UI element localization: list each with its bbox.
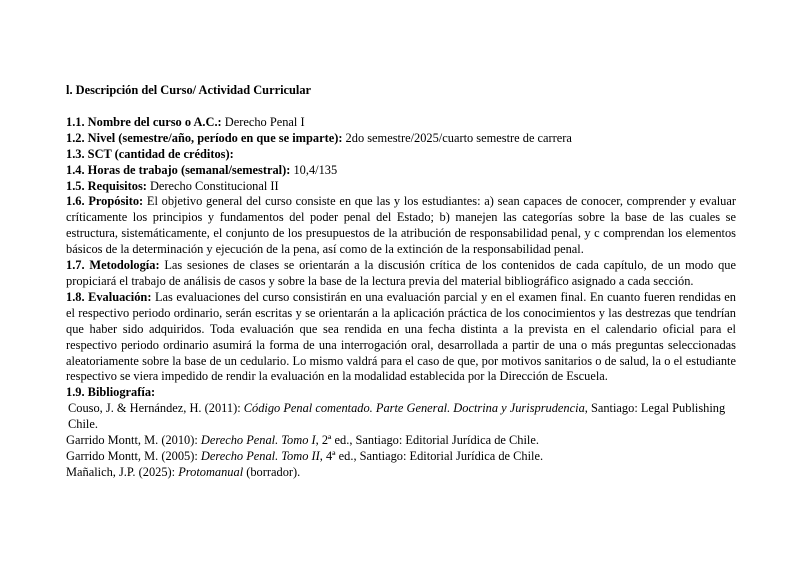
item-label: 1.1. Nombre del curso o A.C.: (66, 114, 222, 129)
bib-title: Derecho Penal. Tomo II (200, 448, 320, 463)
item-value: 10,4/135 (290, 162, 338, 177)
item-value: Derecho Constitucional II (146, 178, 279, 193)
bibliography-entry (66, 465, 736, 481)
section-title: l. Descripción del Curso/ Actividad Curricular (66, 83, 312, 97)
bib-title: Protomanual (178, 464, 244, 479)
item-label: 1.7. Metodología: (66, 258, 160, 273)
bibliography-entry (66, 449, 736, 465)
bib-author: Garrido Montt, M. (2005): (66, 448, 201, 463)
item-label: 1.4. Horas de trabajo (semanal/semestral): (66, 162, 291, 177)
bib-author: Garrido Montt, M. (2010): (66, 433, 201, 448)
item-nivel (66, 131, 736, 147)
item-nombre (66, 115, 736, 131)
bibliography (66, 385, 736, 480)
bib-publisher: (borrador). (243, 464, 301, 479)
item-label: 1.8. Evaluación: (66, 289, 152, 304)
item-label: 1.3. SCT (cantidad de créditos): (66, 146, 234, 161)
bibliography-entry (66, 433, 736, 449)
item-value: Derecho Penal I (221, 114, 305, 129)
item-label: 1.2. Nivel (semestre/año, período en que se imparte): (66, 130, 343, 145)
item-evaluacion (66, 290, 736, 385)
bib-publisher: , Santiago: Legal Publishing Chile. (68, 401, 726, 432)
bib-title: Código Penal comentado. Parte General. Doctrina y Jurisprudencia (243, 401, 585, 416)
bibliography-entry (66, 401, 736, 433)
item-value: 2do semestre/2025/cuarto semestre de carrera (342, 130, 572, 145)
bibliography-label: 1.9. Bibliografía: (66, 385, 156, 400)
item-proposito (66, 194, 736, 258)
bib-author: Mañalich, J.P. (2025): (66, 464, 179, 479)
item-value: Las sesiones de clases se orientarán a la discusión crítica de los contenidos de cada capítulo, de un modo que propiciará el trabajo de análisis de casos y sobre la base de la lectura previa del material bibliográfico asignado a cada sección. (66, 258, 736, 288)
item-label: 1.5. Requisitos: (66, 178, 147, 193)
item-sct (66, 147, 736, 163)
item-value: El objetivo general del curso consiste en que las y los estudiantes: a) sean capaces de conocer, comprender y evaluar críticamente los principios y fundamentos del poder penal del Estado; b) manejen las categorías sobre la base de las cuales se estructura, sistemáticamente, el conjunto de los presupuestos de la atribución de responsabilidad penal, y c comprendan los elementos básicos de la determinación y ejecución de la pena, así como de la extinción de la responsabilidad penal. (66, 194, 736, 257)
item-value: Las evaluaciones del curso consistirán en una evaluación parcial y en el examen final. En cuanto fueren rendidas en el respectivo periodo ordinario, serán escritas y se orientarán a la aplicación práctica de los conocimientos y las destrezas que tendrían que haber sido adquiridos. Toda evaluación que sea rendida en una fecha distinta a la prevista en el calendario oficial para el respectivo periodo ordinario asumirá la forma de una interrogación oral, desarrollada a partir de una o más preguntas seleccionadas aleatoriamente sobre la base de un cedulario. Lo mismo valdrá para el caso de que, por motivos sanitarios o de salud, la o el estudiante respectivo se viera impedido de rendir la evaluación en la modalidad establecida por la Dirección de Escuela. (66, 289, 736, 384)
bib-author: Couso, J. & Hernández, H. (2011): (68, 401, 244, 416)
bib-title: Derecho Penal. Tomo I (200, 433, 316, 448)
item-horas (66, 163, 736, 179)
course-description (66, 115, 736, 385)
bib-publisher: , 4ª ed., Santiago: Editorial Jurídica de Chile. (319, 448, 544, 463)
item-requisitos (66, 179, 736, 195)
item-metodologia (66, 258, 736, 290)
bib-publisher: , 2ª ed., Santiago: Editorial Jurídica de Chile. (315, 433, 539, 448)
item-label: 1.6. Propósito: (66, 194, 144, 209)
